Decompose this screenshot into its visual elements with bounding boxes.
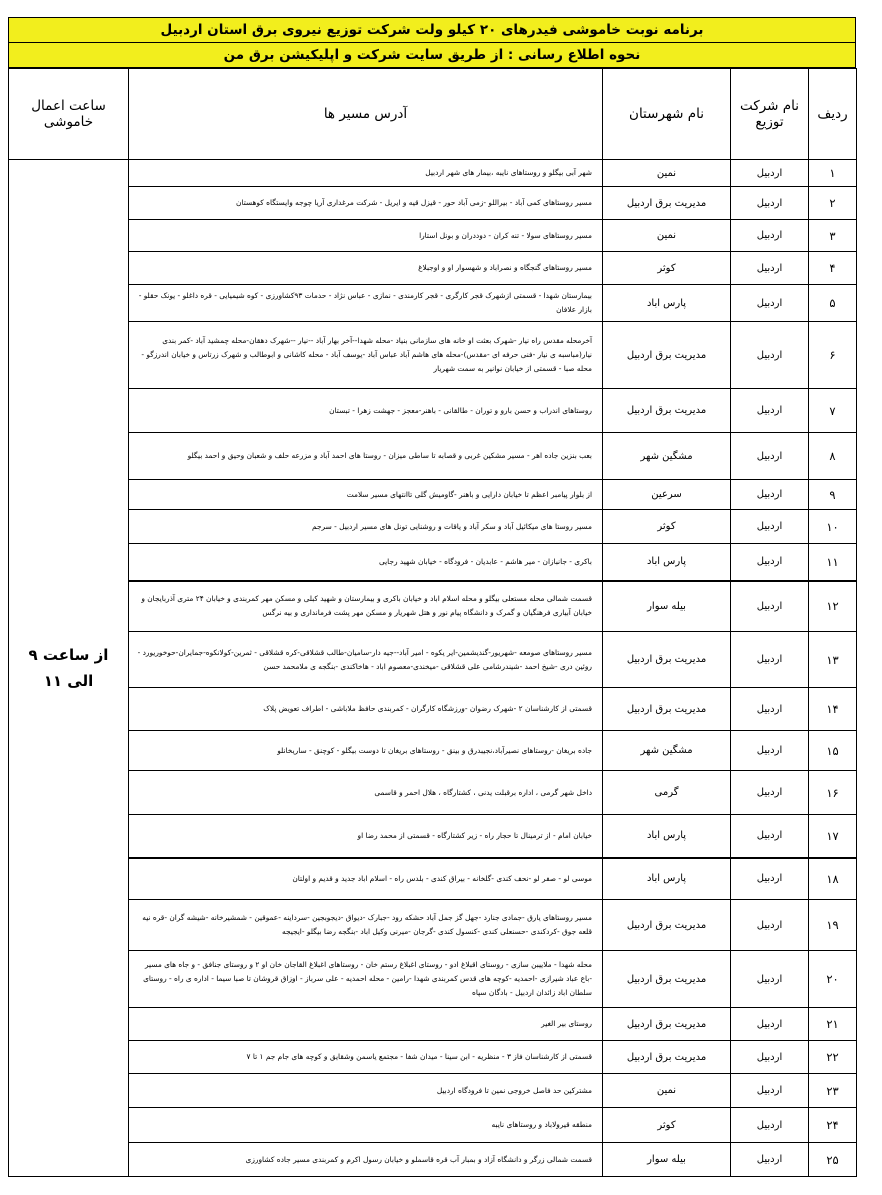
row-number: ۱ [809,160,857,187]
row-number: ۲ [809,187,857,220]
header-company: نام شرکت توزیع [731,69,809,160]
row-number: ۳ [809,220,857,252]
row-number: ۲۴ [809,1108,857,1143]
address-cell: مسیر روستاهای یارق -جمادی جنارد -جهل گز جمل آباد حشکه رود -جبارک -دیواق -دیجوبجین -سرداینه -عموقین - شمشیرخانه -شیشه گران -قره نیه قلعه جوق -کردکندی -حسنعلی کندی -کنسول کندی -گرجان -میرنی وکیل اباد -بنگجه رضا بیگلو -ایجیجه [129,900,603,951]
table-row [9,1108,857,1143]
row-number: ۷ [809,389,857,433]
city-cell: کوثر [603,510,731,544]
outage-time-cell: از ساعت ۹ الی ۱۱ [9,160,129,1177]
table-row [9,1041,857,1074]
company-cell: اردبیل [731,220,809,252]
table-row [9,433,857,480]
company-cell: اردبیل [731,632,809,688]
row-number: ۱۵ [809,731,857,771]
address-cell: آخرمحله مقدس راه نیار -شهرک بعثت او خانه های سازمانی بنیاد -محله شهدا--آخر بهار آباد --نیار --شهرک دهقان-محله چمشید آباد -کمر بندی نیار(مباسبه ی نیار -فنی حرفه ای -مقدس)-محله های هاشم آباد عباس آباد -یوسف آباد - محله کاشانی و ابوطالب و شهرک زرتاس و خیابان اندرزگو - محله صبا - قسمتی از خیابان نوانیر به سمت شهریار [129,322,603,389]
table-row [9,731,857,771]
company-cell: اردبیل [731,1108,809,1143]
row-number: ۲۱ [809,1008,857,1041]
city-cell: مدیریت برق اردبیل [603,951,731,1008]
row-number: ۵ [809,285,857,322]
city-cell: مدیریت برق اردبیل [603,187,731,220]
address-cell: مشترکین حد فاصل خروجی نمین تا فرودگاه اردبیل [129,1074,603,1108]
city-cell: پارس اباد [603,815,731,858]
address-cell: مسیر روستاهای کمی آباد - بیراللو -زمی آباد حور - قیزل قیه و ایریل - شرکت مرغداری آریا چوجه وایستگاه کوهستان [129,187,603,220]
row-number: ۱۳ [809,632,857,688]
city-cell: مدیریت برق اردبیل [603,632,731,688]
address-cell: روستای بیر الغیر [129,1008,603,1041]
address-cell: مسیر روستا های میکائیل آباد و سکر آباد و یاقات و روشنایی تونل های مسیر اردبیل - سرجم [129,510,603,544]
notice-banner: نحوه اطلاع رسانی : از طریق سایت شرکت و اپلیکیشن برق من [8,43,856,68]
table-row [9,544,857,581]
address-cell: جاده بریغان -روستاهای نصیرآباد،نجیبدرق و بینق - روستاهای بریغان تا دوست بیگلو - کوچنق - ساریخانلو [129,731,603,771]
city-cell: بیله سوار [603,581,731,632]
row-number: ۲۰ [809,951,857,1008]
header-row-number: ردیف [809,69,857,160]
address-cell: روستاهای اندراب و حسن بارو و توران - طالقانی - باهنر-معجز - جهشت زهرا - تبستان [129,389,603,433]
company-cell: اردبیل [731,815,809,858]
table-body [9,160,857,1177]
header-address: آدرس مسیر ها [129,69,603,160]
table-row [9,858,857,900]
address-cell: محله شهدا - ملاییبن سازی - روستای اقبلاغ ادو - روستای اغبلاغ رستم خان - روستاهای اغبلاغ القاجان خان او ۲ و روستای جنافق - و جاه های مسیر -باع عباد شیرازی -احمدیه -کوچه های قدس کمربندی شهدا -رامین - محله احمدیه - علی سرباز - اوزاق قروشان تا صبا سیما - اداره ی راه - روستای سلطان اباد زائدان اردبیل - بادگان سپاه [129,951,603,1008]
table-row [9,160,857,187]
address-cell: از بلوار پیامبر اعظم تا خیابان دارایی و باهنر -گاومیش گلی تاانتهای مسیر سلامت [129,480,603,510]
row-number: ۱۱ [809,544,857,581]
row-number: ۹ [809,480,857,510]
company-cell: اردبیل [731,688,809,731]
table-row [9,1074,857,1108]
address-cell: بیمارستان شهدا - قسمتی ازشهرک قجر کارگری - قجر کارمندی - نمازی - عباس نژاد - حدمات ۹۳کشاورزی - کوه شیمیایی - قره داغلو - یونک حقلو - بازار علافان [129,285,603,322]
company-cell: اردبیل [731,322,809,389]
city-cell: پارس اباد [603,285,731,322]
header-time-line1: ساعت اعمال [31,98,106,114]
city-cell: نمین [603,160,731,187]
company-cell: اردبیل [731,1074,809,1108]
company-cell: اردبیل [731,510,809,544]
table-row [9,688,857,731]
header-row [9,69,857,160]
city-cell: گرمی [603,771,731,815]
city-cell: کوثر [603,1108,731,1143]
table-row [9,480,857,510]
address-cell: قسمت شمالی محله مستعلی بیگلو و محله اسلام اباد و خیابان باکری و بیمارستان و شهید کبلی و مسکن مهر کمربندی و خیابان ۲۴ متری آذربایجان و خیابان آبیاری فرهنگیان و گمرک و دانشگاه پیام نور و هتل شهریار و مسکن مهر پشت فرمانداری و بیه نرگس [129,581,603,632]
company-cell: اردبیل [731,433,809,480]
table-row [9,187,857,220]
row-number: ۲۵ [809,1143,857,1177]
row-number: ۱۰ [809,510,857,544]
company-cell: اردبیل [731,771,809,815]
table-row [9,1008,857,1041]
address-cell: مسیر روستاهای صومعه -شهریور-گندیشمین-ایر یکوه - امیر آباد--جیه دار-سامیان-طالب قشلاقی-کره قشلاقی - ثمرین-کولانکوه-جمایران-حوخوریورد - روئین دری -شیخ احمد -شیندرشامی علی قشلاقی -میخندی-معصوم اباد - هاخاکندی -بنگجه ی ملامحمد حسن [129,632,603,688]
company-cell: اردبیل [731,731,809,771]
address-cell: مسیر روستاهای گنجگاه و نصراباد و شهسوار او و اوجبلاغ [129,252,603,285]
row-number: ۸ [809,433,857,480]
city-cell: مدیریت برق اردبیل [603,389,731,433]
table-row [9,900,857,951]
row-number: ۱۸ [809,858,857,900]
company-cell: اردبیل [731,285,809,322]
address-cell: داخل شهر گرمی ، اداره برقبلت یدنی ، کشتارگاه ، هلال احمر و قاسمی [129,771,603,815]
city-cell: مشگین شهر [603,433,731,480]
company-cell: اردبیل [731,480,809,510]
header-time [9,69,129,160]
city-cell: پارس اباد [603,544,731,581]
table-row [9,510,857,544]
company-cell: اردبیل [731,581,809,632]
city-cell: مدیریت برق اردبیل [603,1008,731,1041]
address-cell: خیابان امام - از ترمینال تا حجار راه - زیر کشتارگاه - قسمتی از محمد رضا او [129,815,603,858]
address-cell: شهر آبی بیگلو و روستاهای نایبه ،بیمار های شهر اردبیل [129,160,603,187]
address-cell: مسیر روستاهای سولا - تنه کران - دوددران و بونل استارا [129,220,603,252]
address-cell: منطقه قیرولاباد و روستاهای نایبه [129,1108,603,1143]
row-number: ۱۴ [809,688,857,731]
city-cell: کوثر [603,252,731,285]
table-row [9,322,857,389]
company-cell: اردبیل [731,389,809,433]
company-cell: اردبیل [731,858,809,900]
table-row [9,581,857,632]
company-cell: اردبیل [731,187,809,220]
table-row [9,285,857,322]
outage-table [8,68,857,1177]
row-number: ۱۹ [809,900,857,951]
city-cell: سرعین [603,480,731,510]
company-cell: اردبیل [731,544,809,581]
company-cell: اردبیل [731,951,809,1008]
schedule-document [8,17,856,1177]
company-cell: اردبیل [731,1041,809,1074]
city-cell: نمین [603,220,731,252]
company-cell: اردبیل [731,160,809,187]
company-cell: اردبیل [731,1008,809,1041]
table-row [9,815,857,858]
table-row [9,389,857,433]
address-cell: قسمت شمالی زرگر و دانشگاه آزاد و بمبار آب قره قاسملو و خیابان رسول اکرم و کمربندی مسیر جاده کشاورزی [129,1143,603,1177]
header-time-line2: خاموشی [43,114,94,130]
table-row [9,252,857,285]
address-cell: موسی لو - صفر لو -نحف کندی -گلخانه - بیراق کندی - بلدس راه - اسلام اباد جدید و قدیم و اولتان [129,858,603,900]
row-number: ۲۳ [809,1074,857,1108]
company-cell: اردبیل [731,252,809,285]
city-cell: پارس اباد [603,858,731,900]
row-number: ۱۶ [809,771,857,815]
row-number: ۶ [809,322,857,389]
city-cell: مدیریت برق اردبیل [603,322,731,389]
row-number: ۴ [809,252,857,285]
header-city: نام شهرستان [603,69,731,160]
title-banner: برنامه نوبت خاموشی فیدرهای ۲۰ کیلو ولت شرکت توزیع نیروی برق استان اردبیل [8,17,856,43]
table-row [9,1143,857,1177]
table-row [9,951,857,1008]
address-cell: بعب بنزین جاده اهر - مسیر مشکین غربی و قصابه تا ساطی میزان - روستا های احمد آباد و مزرعه حلف و شعبان وحیق و احمد بیگلو [129,433,603,480]
city-cell: مدیریت برق اردبیل [603,1041,731,1074]
company-cell: اردبیل [731,1143,809,1177]
city-cell: مدیریت برق اردبیل [603,688,731,731]
city-cell: بیله سوار [603,1143,731,1177]
row-number: ۲۲ [809,1041,857,1074]
address-cell: قسمتی از کارشناسان فاز ۳ - منظریه - ابن سینا - میدان شفا - مجتمع یاسمن وشقایق و کوچه های جام جم ۱ تا ۷ [129,1041,603,1074]
table-row [9,632,857,688]
table-row [9,220,857,252]
table-row [9,771,857,815]
address-cell: قسمتی از کارشناسان ۲ -شهرک رضوان -ورزشگاه کارگران - کمربندی حافظ ملاباشی - اطراف تعویض پلاک [129,688,603,731]
city-cell: مدیریت برق اردبیل [603,900,731,951]
row-number: ۱۷ [809,815,857,858]
city-cell: نمین [603,1074,731,1108]
address-cell: باکری - جانبازان - میر هاشم - عابدیان - فرودگاه - خیابان شهید رجایی [129,544,603,581]
company-cell: اردبیل [731,900,809,951]
city-cell: مشگین شهر [603,731,731,771]
row-number: ۱۲ [809,581,857,632]
